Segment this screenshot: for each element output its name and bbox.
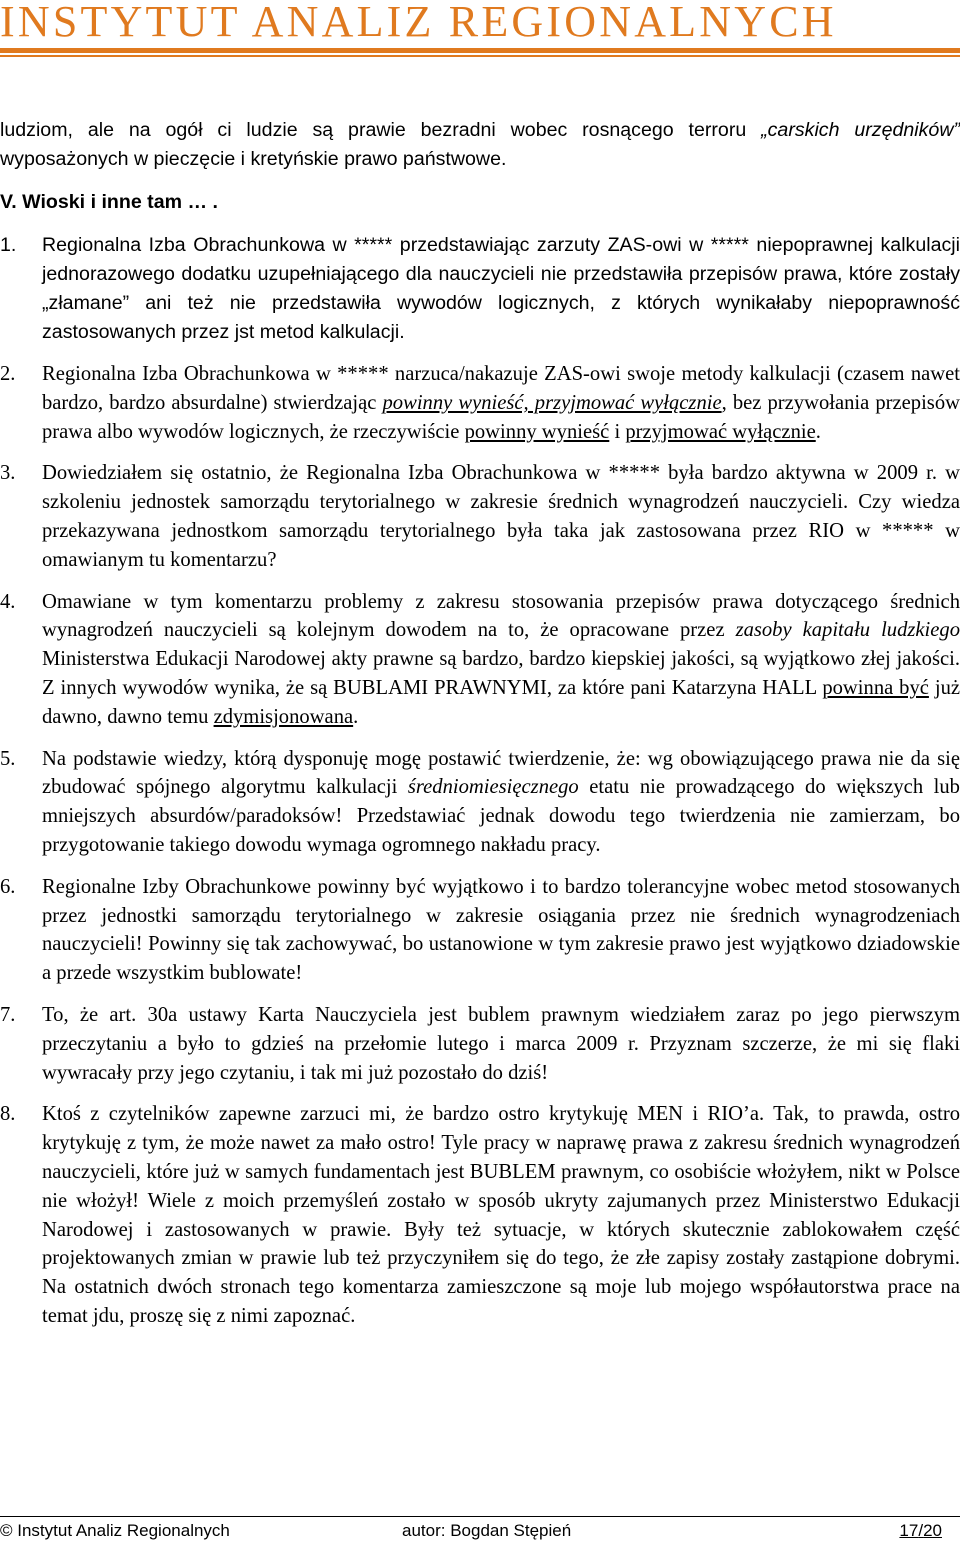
intro-text-end: wyposażonych w pieczęcie i kretyńskie prawo państwowe. (0, 148, 507, 170)
item-text: Ktoś z czytelników zapewne zarzuci mi, że bardzo ostro krytykuję MEN i RIO’a. Tak, to prawda, ostro krytykuję z tym, że może nawet za mało ostro! Tyle pracy w naprawę prawa z zakresu średnich wynagrodzeń nauczycieli, które już w samych fundamentach jest BUBLEM prawnym, co osobiście włożyłem, nikt w Polsce nie włożył! Wiele z moich przemyśleń zostało w sposób ukryty zajumanych przez Ministerstwo Edukacji Narodowej i zastosowanych w prawie. Były też sytuacje, w których skutecznie zablokowałem część projektowanych zmian w prawie lub też przyczyniłem się do tego, że złe zapisy zostały zastąpione dobrymi. Na ostatnich dwóch stronach tego komentarza zamieszczone są moje lub mojego współautorstwa prace na temat jdu, proszę się z nimi zapoznać. (42, 1103, 960, 1327)
item-number: 4. (0, 590, 16, 613)
page-separator: / (918, 1521, 924, 1540)
page-header-title: INSTYTUT ANALIZ REGIONALNYCH (0, 0, 837, 46)
list-item-5 (0, 745, 960, 860)
item-text: Dowiedziałem się ostatnio, że Regionalna Izba Obrachunkowa w ***** była bardzo aktywna w 2009 r. w szkoleniu jednostek samorządu terytorialnego w zakresie średnich wynagrodzeń nauczycieli. Czy wiedza przekazywana jednostkom samorządu terytorialnego była taka jak zastosowana przez RIO w ***** w omawianym tu komentarzu? (42, 462, 960, 571)
page-current: 17 (899, 1521, 919, 1540)
underlined-text: zdymisjonowana (213, 705, 354, 728)
list-item-2 (0, 360, 960, 446)
list-item-1 (0, 231, 960, 347)
item-text: Regionalne Izby Obrachunkowe powinny być wyjątkowo i to bardzo tolerancyjne wobec metod stosowanych przez jednostki samorządu terytorialnego w zakresie osiągania przez nie średnich wynagrodzeniach nauczycieli! Powinny się tak zachowywać, bo ustanowione w tym zakresie prawo jest wyjątkowo dziadowskie a przede wszystkim bublowate! (42, 875, 960, 985)
item-number: 8. (0, 1103, 16, 1126)
item-number: 5. (0, 747, 16, 770)
page-total: 20 (923, 1521, 942, 1540)
intro-quote: „carskich urzędników” (761, 119, 960, 141)
header-divider-thin (0, 55, 960, 57)
item-text: Regionalna Izba Obrachunkowa w ***** przedstawiając zarzuty ZAS-owi w ***** niepoprawnej kalkulacji jednorazowego dodatku uzupełniającego dla nauczycieli nie przedstawiła przepisów prawa, które zostały „złamane” ani też nie przedstawiła wywodów logicznych, z których wynikałaby niepoprawność zastosowanych przez jst metod kalkulacji. (42, 234, 960, 343)
list-item-6 (0, 873, 960, 988)
italic-text: średniomiesięcznego (407, 776, 579, 799)
underlined-text: powinna być (822, 676, 929, 699)
item-number: 6. (0, 875, 16, 898)
italic-text: zasoby kapitału ludzkiego (735, 619, 960, 642)
document-body (0, 116, 960, 1344)
intro-text: ludziom, ale na ogół ci ludzie są prawie bezradni wobec rosnącego terroru (0, 119, 762, 141)
section-heading: V. Wioski i inne tam … . (0, 191, 218, 213)
item-number: 2. (0, 363, 16, 385)
footer-author: autor: Bogdan Stępień (402, 1521, 572, 1540)
footer-copyright: © Instytut Analiz Regionalnych (0, 1521, 230, 1540)
list-item-4 (0, 588, 960, 732)
page-number (899, 1520, 942, 1542)
item-number: 1. (0, 234, 17, 256)
header-divider (0, 48, 960, 53)
footer-divider (0, 1516, 960, 1517)
item-text: Na podstawie wiedzy, którą dysponuję mogę postawić twierdzenie, że: wg obowiązującego prawa nie da się zbudować spójnego algorytmu kalkulacji średniomiesięcznego etatu nie prowadzącego do większych lub mniejszych absurdów/paradoksów! Przedstawiać jednak dowodu tego twierdzenia nie zamierzam, bo przygotowanie takiego dowodu wymaga ogromnego nakładu pracy. (42, 747, 960, 856)
list-item-3 (0, 459, 960, 574)
emphasis-text: powinny wynieść, przyjmować wyłącznie (382, 391, 722, 414)
intro-paragraph (0, 116, 960, 174)
item-text: Regionalna Izba Obrachunkowa w ***** narzuca/nakazuje ZAS-owi swoje metody kalkulacji (czasem nawet bardzo, bardzo absurdalne) stwierdzając powinny wynieść, przyjmować wyłącznie, bez przywołania przepisów prawa albo wywodów logicznych, że rzeczywiście powinny wynieść i przyjmować wyłącznie. (42, 363, 960, 443)
item-number: 7. (0, 1003, 16, 1026)
underlined-text: powinny wynieść (464, 420, 610, 443)
list-item-8 (0, 1100, 960, 1330)
page-footer (0, 1520, 960, 1542)
item-number: 3. (0, 462, 16, 485)
item-text: Omawiane w tym komentarzu problemy z zakresu stosowania przepisów prawa dotyczącego średnich wynagrodzeń nauczycieli są kolejnym dowodem na to, że opracowane przez zasoby kapitału ludzkiego Ministerstwa Edukacji Narodowej akty prawne są bardzo, bardzo kiepskiej jakości, są wyjątkowo złej jakości. Z innych wywodów wynika, że są BUBLAMI PRAWNYMI, za które pani Katarzyna HALL powinna być już dawno, dawno temu zdymisjonowana. (42, 590, 960, 728)
underlined-text: przyjmować wyłącznie (625, 420, 816, 443)
item-text: To, że art. 30a ustawy Karta Nauczyciela jest bublem prawnym wiedziałem zaraz po jego pierwszym przeczytaniu a było to gdzieś na przełomie lutego i marca 2009 r. Przyznam szczerze, że mi się flaki wywracały przy jego czytaniu, i tak mi już pozostało do dziś! (42, 1003, 960, 1084)
list-item-7 (0, 1001, 960, 1087)
